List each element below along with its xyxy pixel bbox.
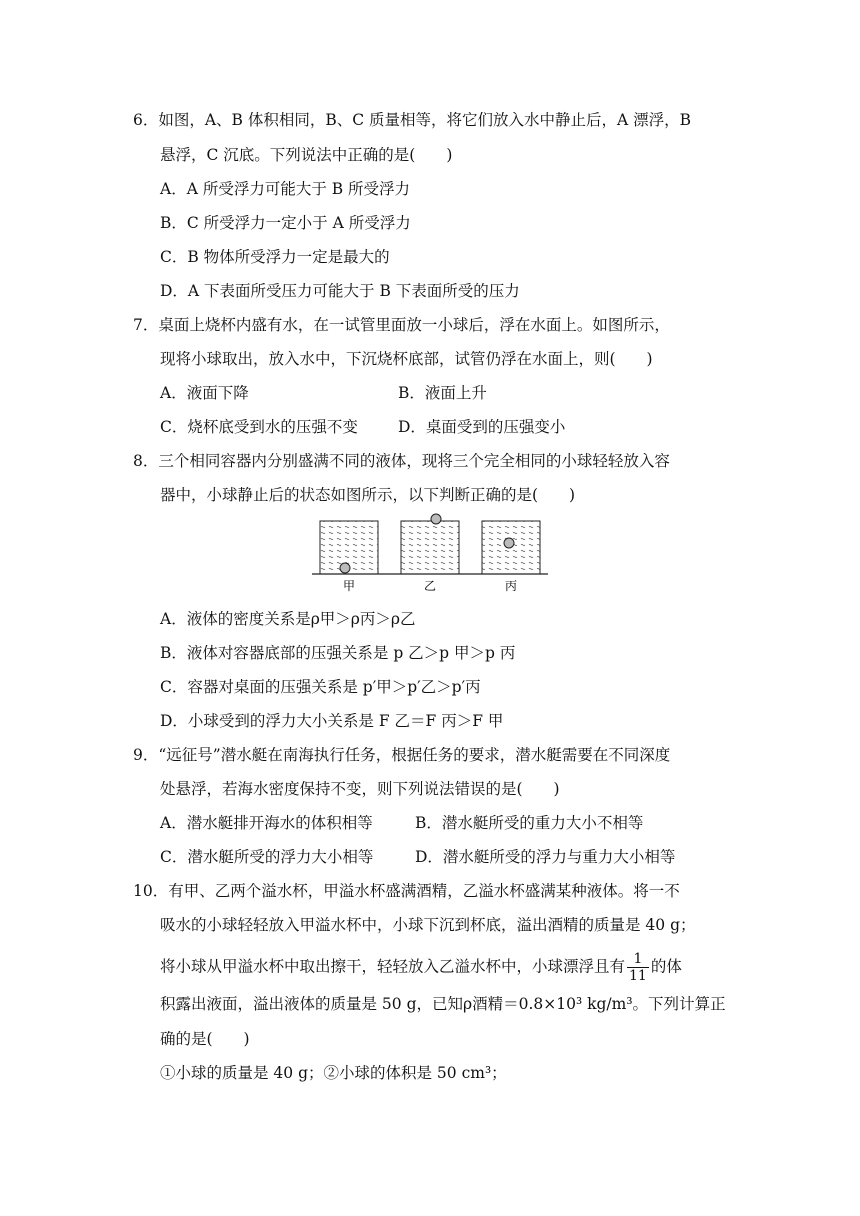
q9-stem-line-1: 9．“远征号”潜水艇在南海执行任务，根据任务的要求，潜水艇需要在不同深度 bbox=[133, 746, 671, 764]
q8-option-d: D．小球受到的浮力大小关系是 F 乙＝F 丙＞F 甲 bbox=[160, 712, 504, 730]
q9-option-a: A．潜水艇排开海水的体积相等 bbox=[160, 814, 373, 832]
q10-stem-line-5: 确的是( ) bbox=[160, 1030, 250, 1048]
container-bing bbox=[482, 521, 540, 574]
q8-stem-line-1: 8．三个相同容器内分别盛满不同的液体，现将三个完全相同的小球轻轻放入容 bbox=[133, 452, 670, 470]
fraction-numerator: 1 bbox=[627, 951, 649, 968]
q8-option-a: A．液体的密度关系是ρ甲＞ρ丙＞ρ乙 bbox=[160, 610, 416, 628]
q10-stem-line-4: 积露出液面，溢出液体的质量是 50 g，已知ρ酒精＝0.8×10³ kg/m³。下列计算正 bbox=[160, 995, 726, 1013]
q8-option-b: B．液体对容器底部的压强关系是 p 乙＞p 甲＞p 丙 bbox=[160, 644, 516, 662]
q7-option-a: A．液面下降 bbox=[160, 384, 249, 402]
q6-option-d: D．A 下表面所受压力可能大于 B 下表面所受的压力 bbox=[160, 282, 520, 300]
label-bing: 丙 bbox=[504, 579, 518, 593]
q10-stem-line-1: 10．有甲、乙两个溢水杯，甲溢水杯盛满酒精，乙溢水杯盛满某种液体。将一不 bbox=[133, 882, 680, 900]
container-yi bbox=[401, 514, 459, 574]
q6-option-b: B．C 所受浮力一定小于 A 所受浮力 bbox=[160, 214, 411, 232]
q9-option-d: D．潜水艇所受的浮力与重力大小相等 bbox=[415, 848, 676, 866]
ball-bing bbox=[504, 538, 514, 548]
q6-option-a: A．A 所受浮力可能大于 B 所受浮力 bbox=[160, 180, 411, 198]
ball-yi bbox=[431, 514, 441, 524]
q6-stem-line-2: 悬浮，C 沉底。下列说法中正确的是( ) bbox=[160, 146, 453, 164]
container-jia bbox=[320, 521, 378, 574]
q7-stem-line-2: 现将小球取出，放入水中，下沉烧杯底部，试管仍浮在水面上，则( ) bbox=[160, 350, 653, 368]
q7-option-c: C．烧杯底受到水的压强不变 bbox=[160, 418, 358, 436]
ball-jia bbox=[340, 563, 350, 573]
label-jia: 甲 bbox=[342, 579, 356, 593]
fraction-denominator: 11 bbox=[629, 968, 647, 984]
q9-stem-line-2: 处悬浮，若海水密度保持不变，则下列说法错误的是( ) bbox=[160, 780, 560, 798]
q7-option-b: B．液面上升 bbox=[398, 384, 487, 402]
q8-containers-figure bbox=[312, 512, 548, 594]
q7-stem-line-1: 7．桌面上烧杯内盛有水，在一试管里面放一小球后，浮在水面上。如图所示， bbox=[133, 316, 670, 334]
q8-option-c: C．容器对桌面的压强关系是 p′甲＞p′乙＞p′丙 bbox=[160, 678, 481, 696]
q6-option-c: C．B 物体所受浮力一定是最大的 bbox=[160, 248, 390, 266]
q8-stem-line-2: 器中，小球静止后的状态如图所示，以下判断正确的是( ) bbox=[160, 486, 576, 504]
q10-stem-line-6: ①小球的质量是 40 g；②小球的体积是 50 cm³； bbox=[160, 1064, 507, 1082]
q10-line-3-text-a: 将小球从甲溢水杯中取出擦干，轻轻放入乙溢水杯中，小球漂浮且有 bbox=[160, 957, 626, 976]
fraction bbox=[627, 951, 649, 984]
q10-stem-line-3 bbox=[160, 951, 682, 984]
q6-stem-line-1: 6．如图，A、B 体积相同，B、C 质量相等，将它们放入水中静止后，A 漂浮，B bbox=[133, 111, 692, 129]
label-yi: 乙 bbox=[423, 579, 437, 593]
q10-line-3-text-b: 的体 bbox=[650, 957, 682, 976]
q7-option-d: D．桌面受到的压强变小 bbox=[398, 418, 566, 436]
q9-option-c: C．潜水艇所受的浮力大小相等 bbox=[160, 848, 374, 866]
q9-option-b: B．潜水艇所受的重力大小不相等 bbox=[415, 814, 644, 832]
q10-stem-line-2: 吸水的小球轻轻放入甲溢水杯中，小球下沉到杯底，溢出酒精的质量是 40 g； bbox=[160, 916, 696, 934]
